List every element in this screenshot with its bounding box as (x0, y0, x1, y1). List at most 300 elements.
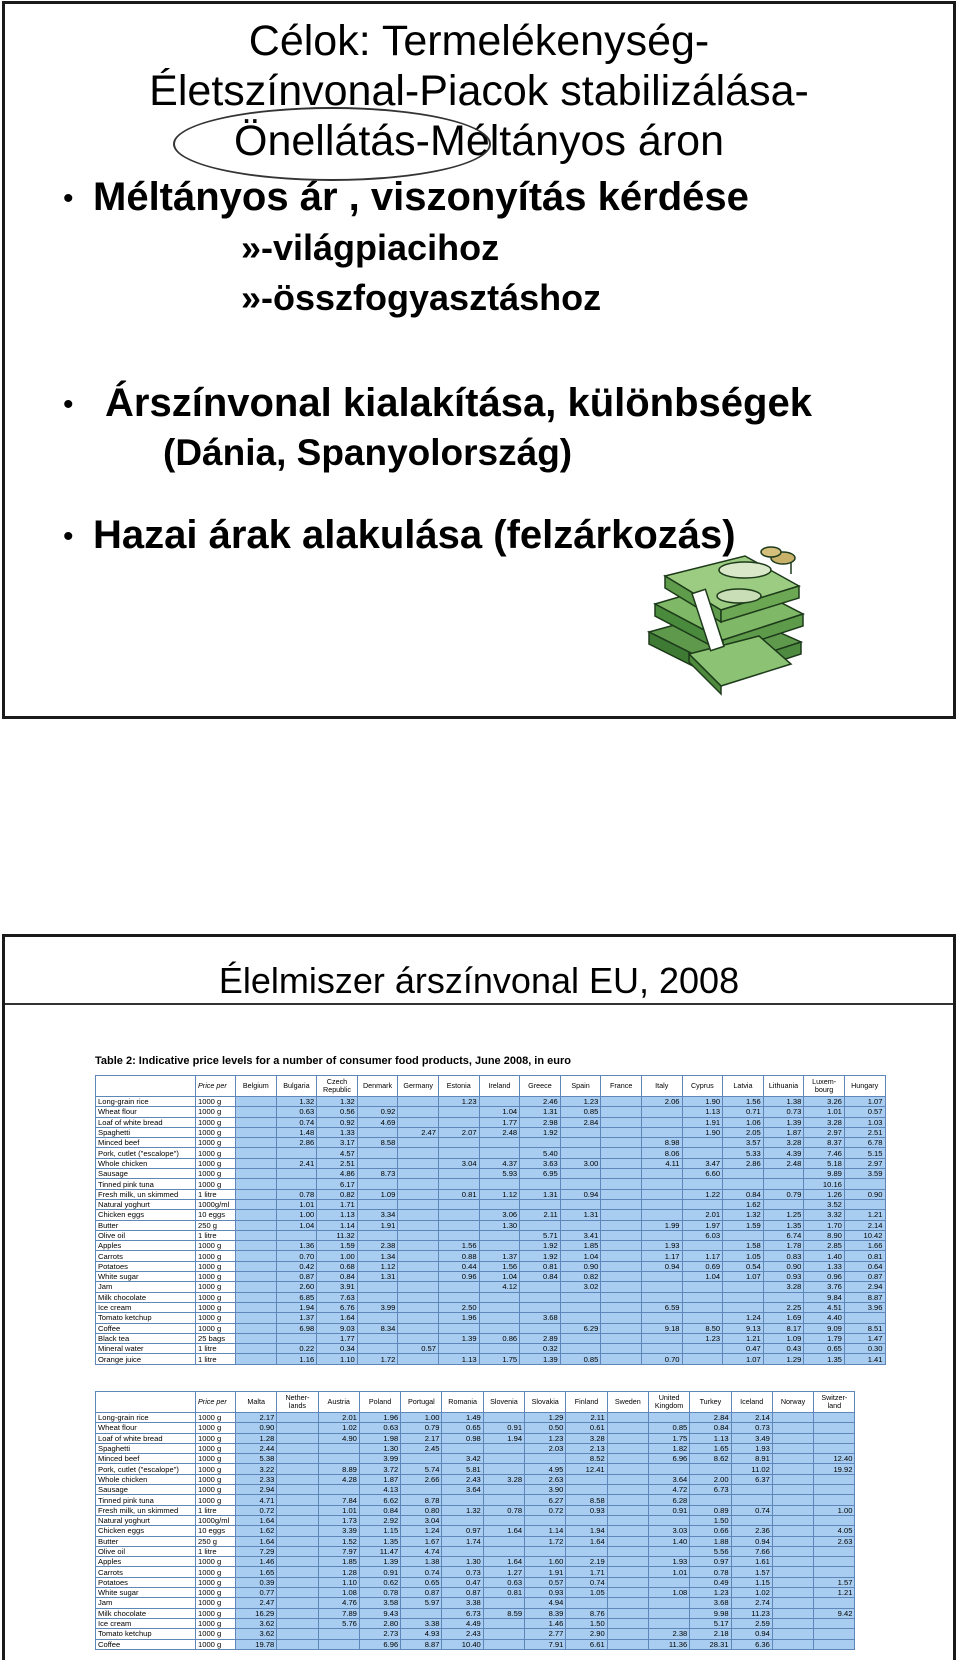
price-cell (277, 1495, 318, 1505)
price-cell: 1.90 (682, 1127, 723, 1137)
product-name: Wheat flour (96, 1423, 196, 1433)
price-cell (438, 1107, 479, 1117)
price-cell: 1.00 (276, 1210, 317, 1220)
price-cell: 2.84 (690, 1413, 731, 1423)
price-cell: 1.01 (648, 1567, 689, 1577)
price-cell: 1.35 (763, 1220, 804, 1230)
price-cell (438, 1220, 479, 1230)
price-cell: 0.78 (276, 1189, 317, 1199)
price-cell (772, 1464, 813, 1474)
price-cell (277, 1485, 318, 1495)
price-cell (560, 1138, 601, 1148)
price-cell (525, 1515, 566, 1525)
price-cell: 0.97 (690, 1557, 731, 1567)
price-cell: 4.28 (318, 1474, 359, 1484)
price-cell: 6.28 (648, 1495, 689, 1505)
price-cell: 0.72 (236, 1505, 277, 1515)
price-cell (814, 1598, 855, 1608)
price-cell: 2.17 (236, 1413, 277, 1423)
price-cell: 1.01 (276, 1199, 317, 1209)
price-cell: 1.59 (723, 1220, 764, 1230)
price-cell: 7.89 (318, 1608, 359, 1618)
price-cell: 4.57 (317, 1148, 358, 1158)
price-cell: 0.69 (682, 1261, 723, 1271)
price-cell (682, 1302, 723, 1312)
price-cell: 7.63 (317, 1292, 358, 1302)
table-row (96, 1117, 886, 1127)
table-row (96, 1230, 886, 1240)
product-unit: 1000g/ml (196, 1199, 236, 1209)
table-row (96, 1199, 886, 1209)
bullet-dot: • (63, 520, 74, 553)
price-cell: 1.05 (566, 1588, 607, 1598)
price-cell (772, 1608, 813, 1618)
bullet-fair-price: Méltányos ár , viszonyítás kérdése (93, 175, 749, 219)
price-cell: 1.14 (317, 1220, 358, 1230)
product-name: Pork, cutlet ("escalope") (96, 1148, 196, 1158)
price-cell (641, 1272, 682, 1282)
product-unit: 1000 g (196, 1313, 236, 1323)
price-cell: 1.74 (442, 1536, 483, 1546)
price-cell (641, 1292, 682, 1302)
price-cell: 1.30 (359, 1443, 400, 1453)
price-cell (844, 1199, 885, 1209)
price-cell (398, 1282, 439, 1292)
price-cell: 1.94 (483, 1433, 524, 1443)
product-name: Coffee (96, 1323, 196, 1333)
price-cell: 6.73 (690, 1485, 731, 1495)
product-name: Pork, cutlet ("escalope") (96, 1464, 196, 1474)
price-cell: 8.39 (525, 1608, 566, 1618)
price-cell: 8.58 (357, 1138, 398, 1148)
price-cell: 2.07 (438, 1127, 479, 1137)
table-row (96, 1505, 855, 1515)
price-cell: 0.65 (401, 1577, 442, 1587)
table-row (96, 1454, 855, 1464)
price-cell (277, 1433, 318, 1443)
price-cell: 1.85 (560, 1241, 601, 1251)
price-cell: 8.17 (763, 1323, 804, 1333)
price-cell: 1.10 (318, 1577, 359, 1587)
price-cell (277, 1454, 318, 1464)
price-cell: 0.30 (844, 1344, 885, 1354)
price-cell: 1.64 (566, 1536, 607, 1546)
price-cell: 0.96 (804, 1272, 845, 1282)
price-cell: 0.90 (560, 1261, 601, 1271)
price-cell (772, 1485, 813, 1495)
price-cell: 3.57 (723, 1138, 764, 1148)
price-cell: 0.56 (317, 1107, 358, 1117)
price-cell (479, 1344, 520, 1354)
price-cell (277, 1546, 318, 1556)
price-cell (601, 1302, 642, 1312)
price-cell: 4.37 (479, 1158, 520, 1168)
price-cell: 2.38 (357, 1241, 398, 1251)
price-cell: 0.63 (359, 1423, 400, 1433)
price-cell: 2.97 (844, 1158, 885, 1168)
price-cell: 3.38 (442, 1598, 483, 1608)
price-cell (277, 1567, 318, 1577)
price-cell: 1.52 (318, 1536, 359, 1546)
price-cell: 6.95 (520, 1169, 561, 1179)
price-cell: 1.32 (723, 1210, 764, 1220)
product-name: Apples (96, 1241, 196, 1251)
price-cell: 2.11 (566, 1413, 607, 1423)
price-cell: 2.25 (763, 1302, 804, 1312)
price-cell: 0.94 (731, 1629, 772, 1639)
price-cell: 3.99 (359, 1454, 400, 1464)
header-price-per: Price per (196, 1392, 236, 1413)
price-cell: 1.46 (525, 1618, 566, 1628)
price-cell (772, 1515, 813, 1525)
price-cell (398, 1292, 439, 1302)
price-cell: 0.50 (525, 1423, 566, 1433)
table-row (96, 1169, 886, 1179)
product-name: Mineral water (96, 1344, 196, 1354)
price-cell: 2.47 (236, 1598, 277, 1608)
price-cell: 1.46 (236, 1557, 277, 1567)
price-cell: 0.73 (731, 1423, 772, 1433)
table-row (96, 1495, 855, 1505)
price-cell: 1.61 (731, 1557, 772, 1567)
table-row (96, 1557, 855, 1567)
product-name: Jam (96, 1598, 196, 1608)
price-cell (723, 1169, 764, 1179)
price-cell (276, 1179, 317, 1189)
product-name: Potatoes (96, 1577, 196, 1587)
price-cell: 0.96 (438, 1272, 479, 1282)
price-cell: 0.78 (690, 1567, 731, 1577)
price-cell: 4.74 (401, 1546, 442, 1556)
price-cell (682, 1282, 723, 1292)
price-cell: 0.87 (276, 1272, 317, 1282)
price-cell (277, 1598, 318, 1608)
price-cell (438, 1179, 479, 1189)
table-caption: Table 2: Indicative price levels for a number of consumer food products, June 2008, in euro (95, 1055, 571, 1067)
price-cell: 0.84 (723, 1189, 764, 1199)
price-cell (276, 1169, 317, 1179)
price-cell: 1.77 (479, 1117, 520, 1127)
price-cell: 3.68 (520, 1313, 561, 1323)
price-cell: 1.31 (520, 1189, 561, 1199)
price-cell (236, 1158, 277, 1168)
price-cell: 0.90 (844, 1189, 885, 1199)
price-cell: 0.89 (690, 1505, 731, 1515)
price-cell: 5.81 (442, 1464, 483, 1474)
price-cell (401, 1485, 442, 1495)
price-cell (442, 1515, 483, 1525)
price-cell (648, 1618, 689, 1628)
price-cell: 2.01 (318, 1413, 359, 1423)
price-cell (277, 1413, 318, 1423)
price-cell: 1.75 (479, 1354, 520, 1364)
product-name: Natural yoghurt (96, 1515, 196, 1525)
price-cell: 0.80 (401, 1505, 442, 1515)
price-cell (772, 1629, 813, 1639)
price-cell: 0.34 (317, 1344, 358, 1354)
price-cell (601, 1272, 642, 1282)
price-cell (479, 1292, 520, 1302)
price-cell: 1.77 (317, 1333, 358, 1343)
price-cell: 1.69 (763, 1313, 804, 1323)
table-row (96, 1251, 886, 1261)
price-cell: 7.29 (236, 1546, 277, 1556)
price-cell (438, 1323, 479, 1333)
price-cell: 2.63 (525, 1474, 566, 1484)
price-cell: 2.14 (731, 1413, 772, 1423)
price-cell: 1.23 (682, 1333, 723, 1343)
header-country: Greece (520, 1076, 561, 1097)
price-cell (357, 1230, 398, 1240)
price-cell (814, 1413, 855, 1423)
price-cell: 2.74 (731, 1598, 772, 1608)
product-unit: 1000 g (196, 1495, 236, 1505)
price-cell: 4.94 (525, 1598, 566, 1608)
price-cell (357, 1199, 398, 1209)
price-cell (607, 1557, 648, 1567)
product-unit: 1000 g (196, 1107, 236, 1117)
price-cell: 1.01 (318, 1505, 359, 1515)
price-cell (483, 1629, 524, 1639)
price-cell (648, 1608, 689, 1618)
price-cell: 1.07 (844, 1097, 885, 1107)
price-cell: 2.17 (401, 1433, 442, 1443)
price-cell: 0.82 (317, 1189, 358, 1199)
price-cell: 4.12 (479, 1282, 520, 1292)
price-cell: 1.12 (357, 1261, 398, 1271)
price-cell: 3.28 (483, 1474, 524, 1484)
price-cell: 0.81 (483, 1588, 524, 1598)
price-cell: 1.50 (690, 1515, 731, 1525)
price-cell (560, 1199, 601, 1209)
price-cell: 2.59 (731, 1618, 772, 1628)
price-cell: 1.39 (763, 1117, 804, 1127)
product-unit: 1000 g (196, 1485, 236, 1495)
price-cell (236, 1292, 277, 1302)
price-cell: 7.84 (318, 1495, 359, 1505)
price-cell (520, 1138, 561, 1148)
price-cell: 3.99 (357, 1302, 398, 1312)
price-cell (772, 1536, 813, 1546)
price-cell: 8.78 (401, 1495, 442, 1505)
price-cell: 2.77 (525, 1629, 566, 1639)
price-cell (601, 1292, 642, 1302)
price-cell: 0.85 (560, 1107, 601, 1117)
price-cell (398, 1313, 439, 1323)
price-cell (607, 1639, 648, 1649)
price-cell (483, 1413, 524, 1423)
price-cell: 1.21 (844, 1210, 885, 1220)
price-cell (560, 1148, 601, 1158)
price-cell: 0.84 (520, 1272, 561, 1282)
price-cell: 0.79 (763, 1189, 804, 1199)
price-cell: 1.26 (804, 1189, 845, 1199)
price-cell: 1.35 (804, 1354, 845, 1364)
price-cell: 0.66 (690, 1526, 731, 1536)
price-cell: 0.92 (357, 1107, 398, 1117)
price-cell (648, 1464, 689, 1474)
price-cell (525, 1454, 566, 1464)
price-cell: 19.78 (236, 1639, 277, 1649)
price-cell (814, 1618, 855, 1628)
table-row (96, 1220, 886, 1230)
price-cell (236, 1344, 277, 1354)
price-cell (607, 1433, 648, 1443)
price-cell: 1.87 (359, 1474, 400, 1484)
price-cell: 0.93 (566, 1505, 607, 1515)
table-row (96, 1302, 886, 1312)
price-cell (438, 1117, 479, 1127)
price-cell: 1.65 (690, 1443, 731, 1453)
price-cell (772, 1443, 813, 1453)
price-cell: 1.13 (317, 1210, 358, 1220)
price-cell: 1.35 (359, 1536, 400, 1546)
price-cell (601, 1261, 642, 1271)
price-cell (236, 1138, 277, 1148)
price-cell: 1.29 (525, 1413, 566, 1423)
price-cell: 2.13 (566, 1443, 607, 1453)
price-cell: 6.59 (641, 1302, 682, 1312)
price-cell (601, 1251, 642, 1261)
price-cell (483, 1598, 524, 1608)
header-country: Poland (359, 1392, 400, 1413)
product-unit: 1000 g (196, 1241, 236, 1251)
product-unit: 25 bags (196, 1333, 236, 1343)
price-cell (814, 1474, 855, 1484)
price-cell (276, 1333, 317, 1343)
price-cell (483, 1618, 524, 1628)
price-cell: 0.54 (723, 1261, 764, 1271)
price-cell: 1.93 (731, 1443, 772, 1453)
price-cell (772, 1557, 813, 1567)
price-cell (442, 1495, 483, 1505)
product-name: Carrots (96, 1567, 196, 1577)
price-cell: 11.47 (359, 1546, 400, 1556)
price-cell: 0.78 (483, 1505, 524, 1515)
price-cell: 1.82 (648, 1443, 689, 1453)
price-cell (607, 1567, 648, 1577)
price-cell: 0.98 (442, 1433, 483, 1443)
price-cell (566, 1515, 607, 1525)
header-country: Spain (560, 1076, 601, 1097)
hand-drawn-oval-highlight (173, 107, 491, 181)
price-cell: 1.15 (359, 1526, 400, 1536)
price-cell (607, 1577, 648, 1587)
price-cell (641, 1189, 682, 1199)
table-row (96, 1598, 855, 1608)
price-cell: 1.24 (401, 1526, 442, 1536)
price-cell: 8.89 (318, 1464, 359, 1474)
product-unit: 1000 g (196, 1272, 236, 1282)
header-country: Sweden (607, 1392, 648, 1413)
header-country: Cyprus (682, 1076, 723, 1097)
product-name: Chicken eggs (96, 1210, 196, 1220)
price-cell (236, 1302, 277, 1312)
price-cell: 4.49 (442, 1618, 483, 1628)
price-cell: 5.74 (401, 1464, 442, 1474)
price-cell (607, 1464, 648, 1474)
price-cell (277, 1608, 318, 1618)
price-cell: 1.15 (731, 1577, 772, 1587)
price-cell: 1.40 (648, 1536, 689, 1546)
header-country: Malta (236, 1392, 277, 1413)
price-cell: 11.32 (317, 1230, 358, 1240)
price-cell: 4.76 (318, 1598, 359, 1608)
table-row (96, 1639, 855, 1649)
price-cell (648, 1413, 689, 1423)
title-line-2: Életszínvonal-Piacok stabilizálása- (149, 67, 809, 115)
table-row (96, 1629, 855, 1639)
price-cell: 1.56 (723, 1097, 764, 1107)
price-cell (814, 1433, 855, 1443)
price-cell: 8.62 (690, 1454, 731, 1464)
price-cell: 1.64 (317, 1313, 358, 1323)
price-cell: 3.03 (648, 1526, 689, 1536)
price-cell (648, 1598, 689, 1608)
price-cell: 4.39 (763, 1148, 804, 1158)
price-cell (318, 1443, 359, 1453)
price-cell: 1.32 (317, 1097, 358, 1107)
product-name: Coffee (96, 1639, 196, 1649)
price-cell: 0.70 (276, 1251, 317, 1261)
product-name: Loaf of white bread (96, 1433, 196, 1443)
price-cell: 2.44 (236, 1443, 277, 1453)
price-cell: 6.17 (317, 1179, 358, 1189)
price-cell: 0.68 (317, 1261, 358, 1271)
price-cell: 1.36 (276, 1241, 317, 1251)
table-row (96, 1261, 886, 1271)
price-cell: 6.74 (763, 1230, 804, 1240)
price-cell (648, 1577, 689, 1587)
price-cell: 2.48 (763, 1158, 804, 1168)
product-name: Jam (96, 1282, 196, 1292)
price-cell (723, 1292, 764, 1302)
price-cell (844, 1313, 885, 1323)
price-cell: 1.94 (566, 1526, 607, 1536)
price-cell (277, 1639, 318, 1649)
price-cell (723, 1282, 764, 1292)
price-cell: 1.88 (690, 1536, 731, 1546)
price-cell: 8.37 (804, 1138, 845, 1148)
price-cell: 0.77 (236, 1588, 277, 1598)
price-cell: 3.96 (844, 1302, 885, 1312)
price-cell (763, 1199, 804, 1209)
price-cell: 3.63 (520, 1158, 561, 1168)
price-cell: 2.46 (520, 1097, 561, 1107)
table-row (96, 1354, 886, 1364)
price-cell: 0.70 (641, 1354, 682, 1364)
product-unit: 1000 g (196, 1454, 236, 1464)
price-cell (276, 1230, 317, 1240)
price-cell (236, 1323, 277, 1333)
price-cell: 2.11 (520, 1210, 561, 1220)
price-cell: 6.62 (359, 1495, 400, 1505)
price-cell (483, 1536, 524, 1546)
price-cell (398, 1107, 439, 1117)
price-cell: 3.68 (690, 1598, 731, 1608)
price-cell: 1.28 (318, 1567, 359, 1577)
price-cell (641, 1179, 682, 1189)
price-cell (438, 1199, 479, 1209)
header-country: Denmark (357, 1076, 398, 1097)
price-cell (601, 1241, 642, 1251)
price-cell: 1.02 (318, 1423, 359, 1433)
price-cell (566, 1598, 607, 1608)
price-cell (398, 1272, 439, 1282)
price-cell: 3.59 (844, 1169, 885, 1179)
product-unit: 1000 g (196, 1097, 236, 1107)
product-name: Ice cream (96, 1302, 196, 1312)
